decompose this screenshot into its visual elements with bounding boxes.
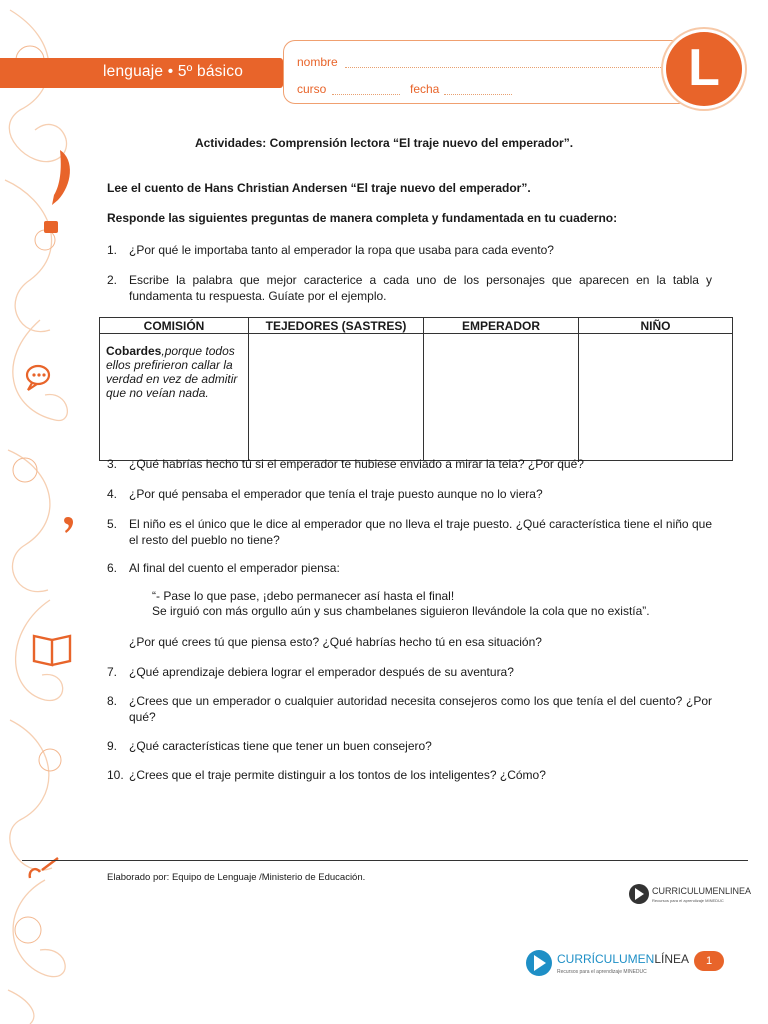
question-text: ¿Qué aprendizaje debiera lograr el emperador después de su aventura? (129, 665, 514, 679)
footer-credit: Elaborado por: Equipo de Lenguaje /Ministerio de Educación. (107, 872, 366, 883)
intro-read: Lee el cuento de Hans Christian Andersen “El traje nuevo del emperador”. (107, 181, 531, 195)
question-6-followup (107, 634, 712, 650)
name-field[interactable] (345, 67, 663, 68)
question-text: ¿Por qué pensaba el emperador que tenía el traje puesto aunque no lo viera? (129, 487, 543, 501)
table-header: NIÑO (579, 318, 733, 334)
question-number: 10. (107, 768, 124, 782)
question-3 (107, 456, 712, 472)
question-number: 1. (107, 243, 118, 257)
feather-icon (52, 150, 70, 205)
question-number: 9. (107, 739, 118, 753)
question-1 (107, 242, 712, 258)
question-text: El niño es el único que le dice al emperador que no lleva el traje puesto. ¿Qué característica tiene el niño que el resto del pueblo no tiene? (129, 517, 712, 547)
question-number: 3. (107, 457, 118, 471)
question-text: ¿Qué características tiene que tener un buen consejero? (129, 739, 432, 753)
course-label: curso (297, 82, 327, 96)
question-2 (107, 272, 712, 304)
logo-large-tagline: Recursos para el aprendizaje MINEDUC (557, 969, 647, 975)
course-field[interactable] (332, 94, 400, 95)
question-text: Escribe la palabra que mejor caracterice a cada uno de los personajes que aparecen en la tabla y fundamenta tu respuesta. Guíate por el ejemplo. (129, 273, 712, 303)
question-number: 6. (107, 561, 118, 575)
speech-bubble-icon (27, 366, 49, 390)
table-cell-emperador[interactable] (424, 334, 579, 461)
table-cell-nino[interactable] (579, 334, 733, 461)
decorative-border (0, 0, 80, 1024)
page-title: Actividades: Comprensión lectora “El traje nuevo del emperador”. (194, 136, 574, 150)
comma-icon (64, 517, 73, 533)
example-word: Cobardes (106, 344, 162, 358)
date-field[interactable] (444, 94, 512, 95)
table-cell-comision (100, 334, 249, 461)
emperor-quote (152, 589, 650, 619)
date-label: fecha (410, 82, 440, 96)
name-label: nombre (297, 55, 338, 69)
quote-line-1: “- Pase lo que pase, ¡debo permanecer así hasta el final! (152, 589, 455, 603)
question-text: ¿Por qué crees tú que piensa esto? ¿Qué habrías hecho tú en esa situación? (129, 635, 542, 649)
pencil-icon (30, 858, 58, 878)
table-cell-tejedores[interactable] (249, 334, 424, 461)
footer-divider (22, 860, 748, 861)
question-9 (107, 738, 712, 754)
question-4 (107, 486, 712, 502)
subject-letter-badge: L (666, 32, 742, 106)
quote-line-2: Se irguió con más orgullo aún y sus chambelanes siguieron llevándole la cola que no existía”. (152, 604, 650, 618)
logo-small-tagline: Recursos para el aprendizaje MINEDUC (652, 898, 724, 903)
table-header: EMPERADOR (424, 318, 579, 334)
logo-large-text: CURRÍCULUMENLÍNEA (557, 952, 690, 966)
question-number: 2. (107, 273, 118, 287)
question-6 (107, 560, 712, 576)
curriculum-logo-small (628, 882, 752, 913)
question-number: 4. (107, 487, 118, 501)
example-justification: ,porque todos ellos prefirieron callar la verdad en vez de admitir que no veían nada. (106, 344, 238, 400)
intro-instructions: Responde las siguientes preguntas de manera completa y fundamentada en tu cuaderno: (107, 211, 618, 225)
question-number: 5. (107, 517, 118, 531)
question-number: 8. (107, 694, 118, 708)
characters-table (99, 317, 733, 461)
inkpot-icon (44, 221, 58, 233)
subject-label: lenguaje • 5º básico (103, 63, 244, 80)
question-10 (107, 767, 712, 783)
table-header: COMISIÓN (100, 318, 249, 334)
question-5 (107, 516, 712, 548)
question-text: ¿Crees que el traje permite distinguir a los tontos de los inteligentes? ¿Cómo? (129, 768, 546, 782)
question-text: Al final del cuento el emperador piensa: (129, 561, 340, 575)
question-7 (107, 664, 712, 680)
question-text: ¿Qué habrías hecho tú si el emperador te hubiese enviado a mirar la tela? ¿Por qué? (129, 457, 584, 471)
book-icon (34, 636, 70, 665)
question-text: ¿Crees que un emperador o cualquier autoridad necesita consejeros como los que tenía el del cuento? ¿Por qué? (129, 694, 712, 724)
logo-small-text: CURRICULUMENLINEA (652, 886, 752, 896)
page-number: 1 (694, 951, 724, 971)
table-header: TEJEDORES (SASTRES) (249, 318, 424, 334)
question-text: ¿Por qué le importaba tanto al emperador la ropa que usaba para cada evento? (129, 243, 554, 257)
curriculum-logo-large (525, 946, 690, 985)
question-8 (107, 693, 712, 725)
question-number: 7. (107, 665, 118, 679)
